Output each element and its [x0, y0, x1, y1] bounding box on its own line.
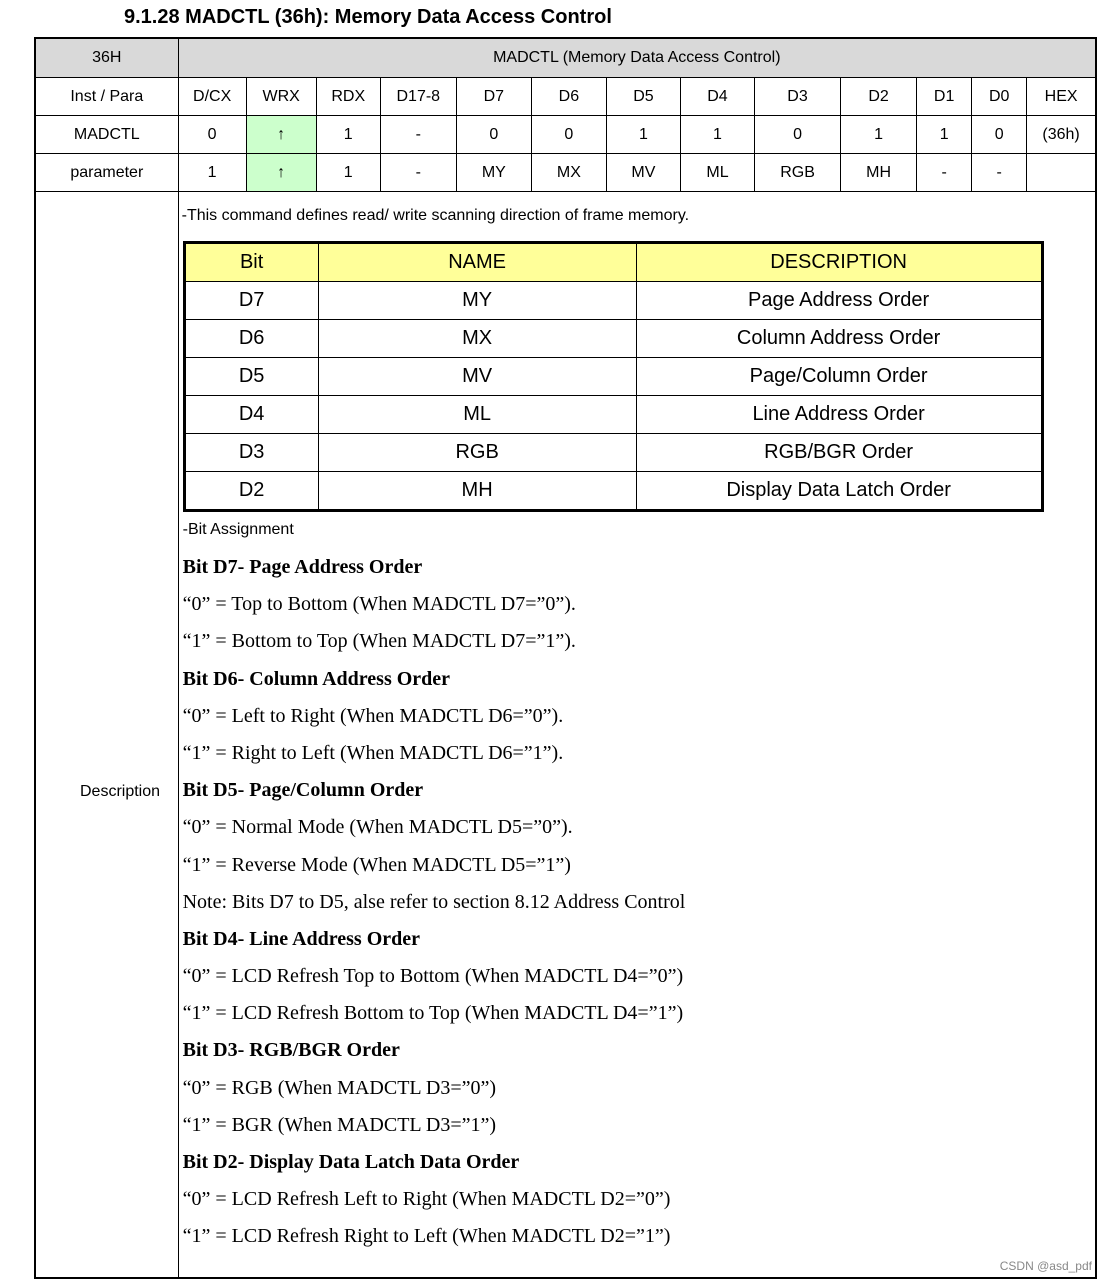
table-cell — [1027, 154, 1096, 192]
description-header: DESCRIPTION — [636, 243, 1042, 282]
description-cell: Column Address Order — [636, 320, 1042, 358]
bit-option-line: “0” = LCD Refresh Left to Right (When MADCTL D2=”0”) — [182, 1188, 671, 1211]
bit-option-line: “1” = BGR (When MADCTL D3=”1”) — [182, 1113, 497, 1136]
bit-option-line: “0” = RGB (When MADCTL D3=”0”) — [182, 1076, 497, 1099]
description-label: Description — [80, 783, 161, 800]
column-header: D5 — [606, 78, 680, 116]
column-header: HEX — [1027, 78, 1096, 116]
table-cell: 0 — [178, 116, 246, 154]
description-cell: Display Data Latch Order — [636, 472, 1042, 511]
bit-heading: Bit D5- Page/Column Order — [182, 779, 424, 802]
bit-heading: Bit D3- RGB/BGR Order — [182, 1039, 400, 1062]
name-cell: MY — [318, 282, 636, 320]
bit-option-line: “0” = Left to Right (When MADCTL D6=”0”). — [182, 704, 564, 727]
description-label-cell — [35, 192, 178, 1279]
command-title: MADCTL (Memory Data Access Control) — [178, 38, 1096, 78]
table-cell: - — [917, 154, 972, 192]
bit-heading: Bit D4- Line Address Order — [182, 927, 421, 950]
bit-row — [184, 434, 1042, 472]
section-heading: 9.1.28 MADCTL (36h): Memory Data Access Control — [124, 6, 612, 28]
column-header-row — [35, 78, 1096, 116]
bit-option-line: “1” = Right to Left (When MADCTL D6=”1”). — [182, 741, 564, 764]
bit-option-line: “1” = Bottom to Top (When MADCTL D7=”1”). — [182, 630, 576, 653]
description-cell: RGB/BGR Order — [636, 434, 1042, 472]
table-cell: 0 — [972, 116, 1027, 154]
table-cell: 1 — [917, 116, 972, 154]
bit-option-line: “0” = LCD Refresh Top to Bottom (When MADCTL D4=”0”) — [182, 965, 684, 988]
table-cell: (36h) — [1027, 116, 1096, 154]
column-header: D4 — [680, 78, 754, 116]
name-cell: MH — [318, 472, 636, 511]
intro-text: -This command defines read/ write scanning direction of frame memory. — [181, 207, 690, 224]
command-table — [34, 37, 1097, 1279]
table-cell: - — [380, 116, 456, 154]
bit-assignment-label: -Bit Assignment — [182, 521, 294, 538]
table-cell: MX — [531, 154, 606, 192]
column-header: D3 — [755, 78, 841, 116]
bit-cell: D4 — [184, 396, 318, 434]
description-cell: Page/Column Order — [636, 358, 1042, 396]
bit-assignment-details — [183, 549, 1095, 1256]
madctl-row — [35, 116, 1096, 154]
table-cell: 1 — [316, 116, 380, 154]
column-header: WRX — [246, 78, 316, 116]
wrx-rising-edge-cell: ↑ — [246, 116, 316, 154]
table-cell: ML — [680, 154, 754, 192]
bit-row — [184, 320, 1042, 358]
table-cell: MADCTL — [35, 116, 178, 154]
bit-row — [184, 472, 1042, 511]
bit-heading: Bit D6- Column Address Order — [182, 667, 451, 690]
name-header: NAME — [318, 243, 636, 282]
bit-cell: D6 — [184, 320, 318, 358]
column-header: D1 — [917, 78, 972, 116]
bit-row — [184, 396, 1042, 434]
description-content — [178, 192, 1096, 1279]
name-cell: ML — [318, 396, 636, 434]
column-header: D/CX — [178, 78, 246, 116]
bit-row — [184, 358, 1042, 396]
bit-cell: D2 — [184, 472, 318, 511]
column-header: D6 — [531, 78, 606, 116]
column-header: D7 — [456, 78, 531, 116]
description-cell: Page Address Order — [636, 282, 1042, 320]
name-cell: RGB — [318, 434, 636, 472]
bit-table — [183, 241, 1044, 512]
table-cell: - — [380, 154, 456, 192]
bit-cell: D7 — [184, 282, 318, 320]
table-cell: MY — [456, 154, 531, 192]
bit-option-line: “1” = Reverse Mode (When MADCTL D5=”1”) — [182, 853, 571, 876]
bit-cell: D5 — [184, 358, 318, 396]
wrx-rising-edge-cell: ↑ — [246, 154, 316, 192]
bit-option-line: “0” = Normal Mode (When MADCTL D5=”0”). — [182, 816, 573, 839]
table-cell: 0 — [755, 116, 841, 154]
table-cell: MH — [841, 154, 917, 192]
table-cell: 1 — [606, 116, 680, 154]
name-cell: MV — [318, 358, 636, 396]
bit-option-line: “1” = LCD Refresh Right to Left (When MADCTL D2=”1”) — [182, 1225, 671, 1248]
bit-table-header — [184, 243, 1042, 282]
table-cell: 1 — [841, 116, 917, 154]
table-cell: 1 — [680, 116, 754, 154]
bit-option-line: “1” = LCD Refresh Bottom to Top (When MADCTL D4=”1”) — [182, 1002, 684, 1025]
bit-heading: Bit D7- Page Address Order — [182, 556, 423, 578]
table-cell: MV — [606, 154, 680, 192]
table-cell: - — [972, 154, 1027, 192]
table-cell: 1 — [316, 154, 380, 192]
bit-option-line: “0” = Top to Bottom (When MADCTL D7=”0”). — [182, 593, 576, 616]
description-cell: Line Address Order — [636, 396, 1042, 434]
parameter-row — [35, 154, 1096, 192]
table-cell: RGB — [755, 154, 841, 192]
bit-heading: Bit D2- Display Data Latch Data Order — [182, 1151, 520, 1173]
table-cell: 1 — [178, 154, 246, 192]
description-row — [35, 192, 1096, 1279]
command-header-row — [35, 38, 1096, 78]
table-cell: parameter — [35, 154, 178, 192]
command-code: 36H — [35, 38, 178, 78]
note-line: Note: Bits D7 to D5, alse refer to section 8.12 Address Control — [182, 890, 686, 913]
table-cell: 0 — [531, 116, 606, 154]
column-header: D2 — [841, 78, 917, 116]
table-cell: 0 — [456, 116, 531, 154]
bit-row — [184, 282, 1042, 320]
bit-cell: D3 — [184, 434, 318, 472]
column-header: D0 — [972, 78, 1027, 116]
column-header: D17-8 — [380, 78, 456, 116]
name-cell: MX — [318, 320, 636, 358]
column-header: RDX — [316, 78, 380, 116]
column-header: Inst / Para — [35, 78, 178, 116]
bit-header: Bit — [184, 243, 318, 282]
watermark: CSDN @asd_pdf — [999, 1259, 1092, 1273]
